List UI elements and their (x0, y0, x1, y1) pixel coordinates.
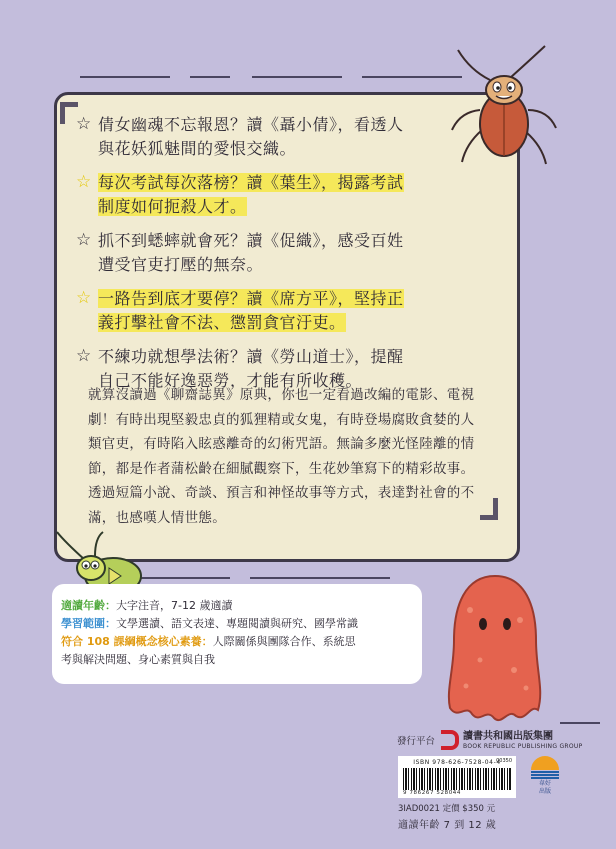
story-text: 倩女幽魂不忘報恩？讀《聶小倩》，看透人 與花妖狐魅間的愛恨交織。 (98, 115, 404, 158)
barcode-bars (403, 768, 511, 790)
story-text: 不練功就想學法術？讀《勞山道士》，提醒 自己不能好逸惡勞，才能有所收穫。 (98, 347, 404, 390)
age-row (61, 597, 422, 615)
scope-row (61, 615, 422, 633)
publisher-label: 發行平台 (397, 736, 436, 747)
barcode-addon: 00350 (496, 758, 512, 764)
publisher-block (397, 730, 583, 750)
age-line: 適讀年齡 7 到 12 歲 (398, 820, 497, 831)
publisher-name-en: BOOK REPUBLIC PUBLISHING GROUP (463, 742, 583, 750)
scope-value: 文學選讀、語文表達、專題閱讀與研究、國學常識 (116, 617, 358, 630)
story-text: 每次考試每次落榜？讀《葉生》，揭露考試 制度如何扼殺人才。 (98, 173, 404, 216)
divider-line (250, 577, 390, 579)
barcode-digits: 9 786267 528044 (403, 790, 461, 796)
story-item (76, 113, 456, 161)
star-icon: ☆ (76, 230, 92, 250)
description-paragraph: 就算沒讀過《聊齋誌異》原典，你也一定看過改編的電影、電視 劇！有時出現堅毅忠貞的狐狸精或女鬼，有時登場腐敗貪婪的人 類官吏，有時陷入眩惑離奇的幻術咒語。無論多麼光怪陸離的情 節，都是作者蒲松齡在細膩觀察下，生花妙筆寫下的精彩故事。 透過短篇小說、奇談、預言和神怪故事等方式，表達對社會的不 滿，也感嘆人情世態。 (88, 387, 475, 526)
publisher-name: 讀書共和國出版集團 (463, 730, 554, 742)
core-row (61, 633, 422, 651)
story-item (76, 287, 456, 335)
star-icon: ☆ (76, 172, 92, 192)
age-value: 大字注音，7-12 歲適讀 (116, 599, 233, 612)
blob-monster-illustration (440, 570, 550, 725)
age-label: 適讀年齡： (61, 599, 116, 612)
isbn-text: ISBN 978-626-7528-04-4 (413, 759, 501, 766)
imprint-name: 韋好 (538, 780, 551, 787)
scope-label: 學習範圍： (61, 617, 116, 630)
barcode (398, 756, 516, 798)
imprint-logo (528, 756, 562, 795)
cockroach-illustration (450, 40, 560, 170)
publisher-logo-icon (441, 730, 459, 750)
divider-line (252, 76, 342, 78)
core-value: 人際關係與團隊合作、系統思 (212, 635, 356, 648)
star-icon: ☆ (76, 288, 92, 308)
divider-line (190, 76, 230, 78)
sun-icon (531, 756, 559, 770)
price-line: 3IAD0021 定價 $350 元 (398, 804, 496, 814)
story-text: 一路告到底才要停？讀《席方平》，堅持正 義打擊社會不法、懲罰貪官汙吏。 (98, 289, 404, 332)
star-icon: ☆ (76, 114, 92, 134)
imprint-name-2: 出版 (538, 788, 551, 795)
info-box (52, 584, 422, 684)
story-list (76, 113, 456, 403)
divider-line (362, 76, 462, 78)
story-text: 抓不到蟋蟀就會死？讀《促織》，感受百姓 遭受官吏打壓的無奈。 (98, 231, 404, 274)
story-item (76, 229, 456, 277)
core-row-continued: 考與解決問題、身心素質與自我 (61, 653, 215, 666)
wave-icon (531, 771, 559, 779)
story-item (76, 171, 456, 219)
divider-line (80, 76, 170, 78)
star-icon: ☆ (76, 346, 92, 366)
core-label: 符合 108 課綱概念核心素養： (61, 635, 213, 648)
divider-line (560, 722, 600, 724)
